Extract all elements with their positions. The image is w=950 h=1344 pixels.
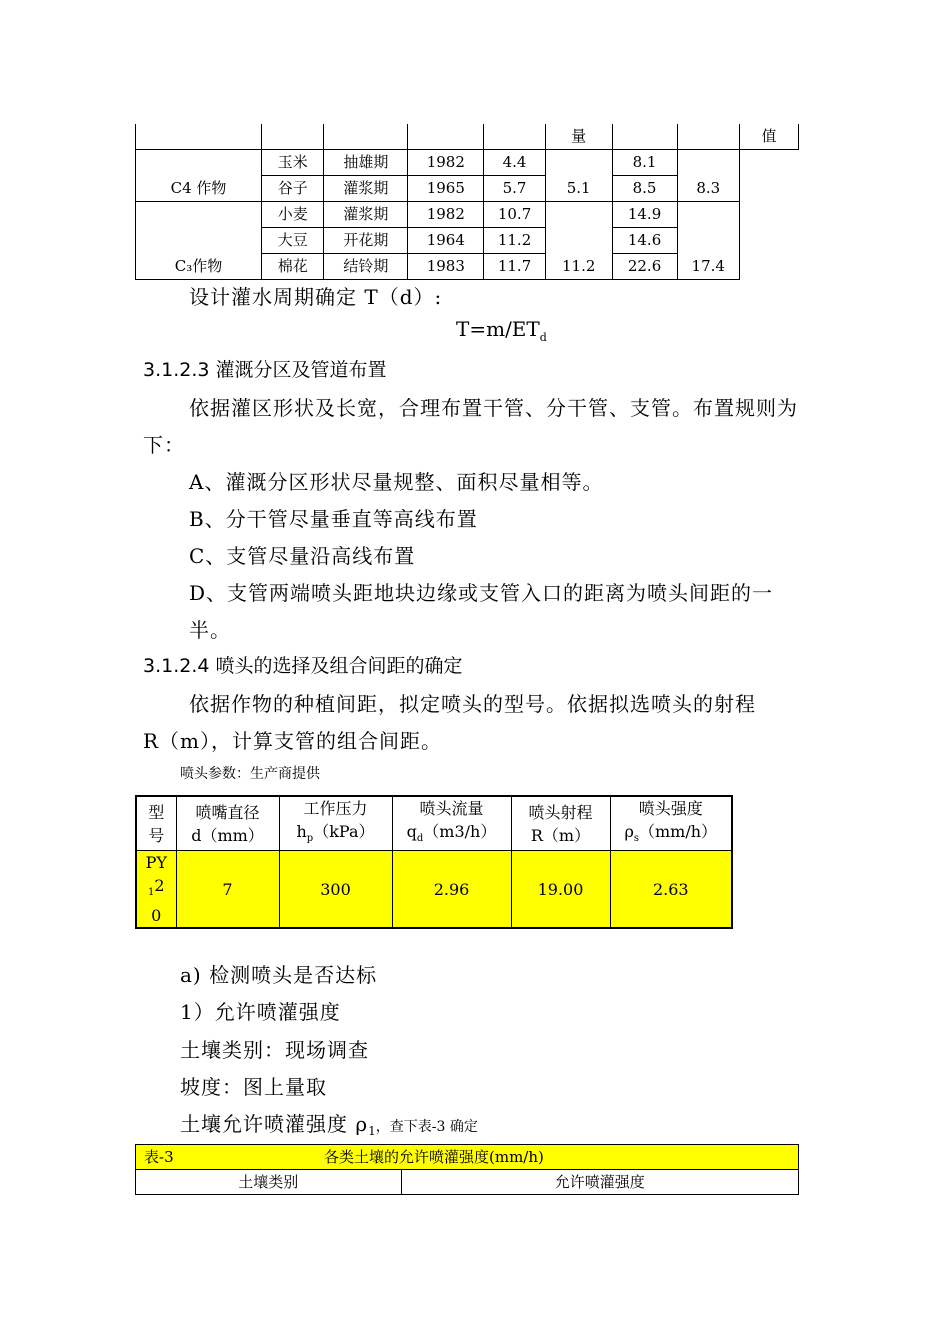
stage: 灌浆期 xyxy=(324,202,408,228)
header-text: （kPa） xyxy=(313,822,375,841)
table-cell: 值 xyxy=(739,124,798,150)
header-cell xyxy=(610,796,732,851)
header-cell xyxy=(279,796,392,851)
header-line: 喷头射程 xyxy=(528,802,593,822)
header-line: R（m） xyxy=(530,825,591,845)
formula xyxy=(456,317,547,344)
crop: 玉米 xyxy=(262,150,324,176)
table-row xyxy=(136,202,799,228)
header-cell xyxy=(392,796,511,851)
rule-item-a: A、灌溉分区形状尽量规整、面积尽量相等。 xyxy=(189,470,604,494)
header-line xyxy=(393,820,511,850)
check-1: 1）允许喷灌强度 xyxy=(180,1000,341,1024)
model-text: 2 xyxy=(154,876,165,896)
paragraph-line: R（m），计算支管的组合间距。 xyxy=(143,729,443,753)
rule-item-b: B、分干管尽量垂直等高线布置 xyxy=(189,507,478,531)
crop: 大豆 xyxy=(262,228,324,254)
year: 1983 xyxy=(408,254,484,280)
table-cell xyxy=(136,124,262,150)
rule-item-d-cont: 半。 xyxy=(189,618,231,642)
header-text: （m3/h） xyxy=(423,822,497,841)
year: 1982 xyxy=(408,150,484,176)
year: 1965 xyxy=(408,176,484,202)
paragraph-line: 依据灌区形状及长宽，合理布置干管、分干管、支管。布置规则为 xyxy=(189,396,798,420)
value: 4.4 xyxy=(484,150,546,176)
header-line: 喷嘴直径 xyxy=(195,802,260,822)
model-line: 0 xyxy=(151,906,162,926)
value: 22.6 xyxy=(612,254,677,280)
group-average: 5.1 xyxy=(545,150,612,202)
header-text: h xyxy=(296,822,307,841)
header-line: d（mm） xyxy=(191,825,264,845)
table-cell xyxy=(262,124,324,150)
model-line xyxy=(137,874,176,904)
stage: 结铃期 xyxy=(324,254,408,280)
table-row xyxy=(136,124,799,150)
year: 1964 xyxy=(408,228,484,254)
crop: 小麦 xyxy=(262,202,324,228)
allow-intensity-line xyxy=(180,1108,478,1138)
section-title-3123: 3.1.2.3 灌溉分区及管道布置 xyxy=(143,359,387,381)
model-cell xyxy=(136,851,176,929)
table-number: 表-3 xyxy=(144,1148,174,1166)
value: 11.7 xyxy=(484,254,546,280)
header-sub: d xyxy=(416,833,424,845)
value: 8.1 xyxy=(612,150,677,176)
slope-line: 坡度：图上量取 xyxy=(180,1075,327,1099)
table-cell xyxy=(484,124,546,150)
allow-text: 土壤允许喷灌强度 ρ xyxy=(180,1112,369,1136)
model-line: PY xyxy=(145,853,167,873)
table-caption-row xyxy=(136,1145,799,1170)
table-cell xyxy=(324,124,408,150)
stage: 抽雄期 xyxy=(324,150,408,176)
value: 5.7 xyxy=(484,176,546,202)
table-caption xyxy=(136,1145,799,1170)
header-cell: 允许喷灌强度 xyxy=(401,1170,798,1195)
paragraph-line: 依据作物的种植间距，拟定喷头的型号。依据拟选喷头的射程 xyxy=(189,692,756,716)
diameter-cell: 7 xyxy=(176,851,279,929)
nozzle-note: 喷头参数：生产商提供 xyxy=(180,766,320,782)
header-text: ρ xyxy=(624,822,634,841)
header-text: q xyxy=(406,822,417,841)
group-average: 8.3 xyxy=(677,150,739,202)
stage: 开花期 xyxy=(324,228,408,254)
group-name: C4 作物 xyxy=(136,150,262,202)
table-cell xyxy=(408,124,484,150)
model-sub: 1 xyxy=(147,887,155,899)
header-line: 喷头流量 xyxy=(419,799,484,818)
table-title: 各类土壤的允许喷灌强度(mm/h) xyxy=(324,1148,544,1166)
header-line xyxy=(611,820,732,850)
group-name: C₃作物 xyxy=(136,202,262,280)
design-cycle-line: 设计灌水周期确定 T（d）: xyxy=(189,285,443,309)
header-sub: p xyxy=(306,833,314,845)
header-cell xyxy=(176,796,279,851)
soil-type-line: 土壤类别：现场调查 xyxy=(180,1038,369,1062)
value: 14.6 xyxy=(612,228,677,254)
section-title-3124: 3.1.2.4 喷头的选择及组合间距的确定 xyxy=(143,655,463,677)
table-header-row xyxy=(136,1170,799,1195)
nozzle-table xyxy=(135,795,733,929)
formula-sub: d xyxy=(539,331,547,344)
crop: 棉花 xyxy=(262,254,324,280)
table-row xyxy=(136,851,732,929)
value: 14.9 xyxy=(612,202,677,228)
intensity-cell: 2.63 xyxy=(610,851,732,929)
crop-water-table xyxy=(135,124,799,280)
stage: 灌浆期 xyxy=(324,176,408,202)
flow-cell: 2.96 xyxy=(392,851,511,929)
header-cell: 土壤类别 xyxy=(136,1170,402,1195)
soil-intensity-table xyxy=(135,1144,799,1195)
header-line: 型 xyxy=(148,802,165,822)
table-cell xyxy=(677,124,739,150)
formula-main: T=m/ET xyxy=(456,317,540,341)
range-cell: 19.00 xyxy=(511,851,610,929)
header-cell xyxy=(511,796,610,851)
header-line: 号 xyxy=(148,825,165,845)
header-sub: s xyxy=(633,833,639,845)
header-line xyxy=(280,820,392,850)
header-cell xyxy=(136,796,176,851)
value: 10.7 xyxy=(484,202,546,228)
allow-rest: ，查下表-3 确定 xyxy=(375,1119,478,1135)
header-line: 工作压力 xyxy=(303,799,368,818)
paragraph-line: 下： xyxy=(143,433,185,457)
check-a: a) 检测喷头是否达标 xyxy=(180,963,378,987)
table-header-row xyxy=(136,796,732,851)
group-average: 17.4 xyxy=(677,202,739,280)
crop: 谷子 xyxy=(262,176,324,202)
rule-item-c: C、支管尽量沿高线布置 xyxy=(189,544,416,568)
year: 1982 xyxy=(408,202,484,228)
value: 8.5 xyxy=(612,176,677,202)
table-cell: 量 xyxy=(545,124,612,150)
value: 11.2 xyxy=(484,228,546,254)
allow-sub: 1 xyxy=(368,1124,376,1139)
table-cell xyxy=(612,124,677,150)
pressure-cell: 300 xyxy=(279,851,392,929)
rule-item-d: D、支管两端喷头距地块边缘或支管入口的距离为喷头间距的一 xyxy=(189,581,774,605)
header-line: 喷头强度 xyxy=(638,799,703,818)
header-text: （mm/h） xyxy=(639,822,718,841)
table-row xyxy=(136,150,799,176)
group-average: 11.2 xyxy=(545,202,612,280)
